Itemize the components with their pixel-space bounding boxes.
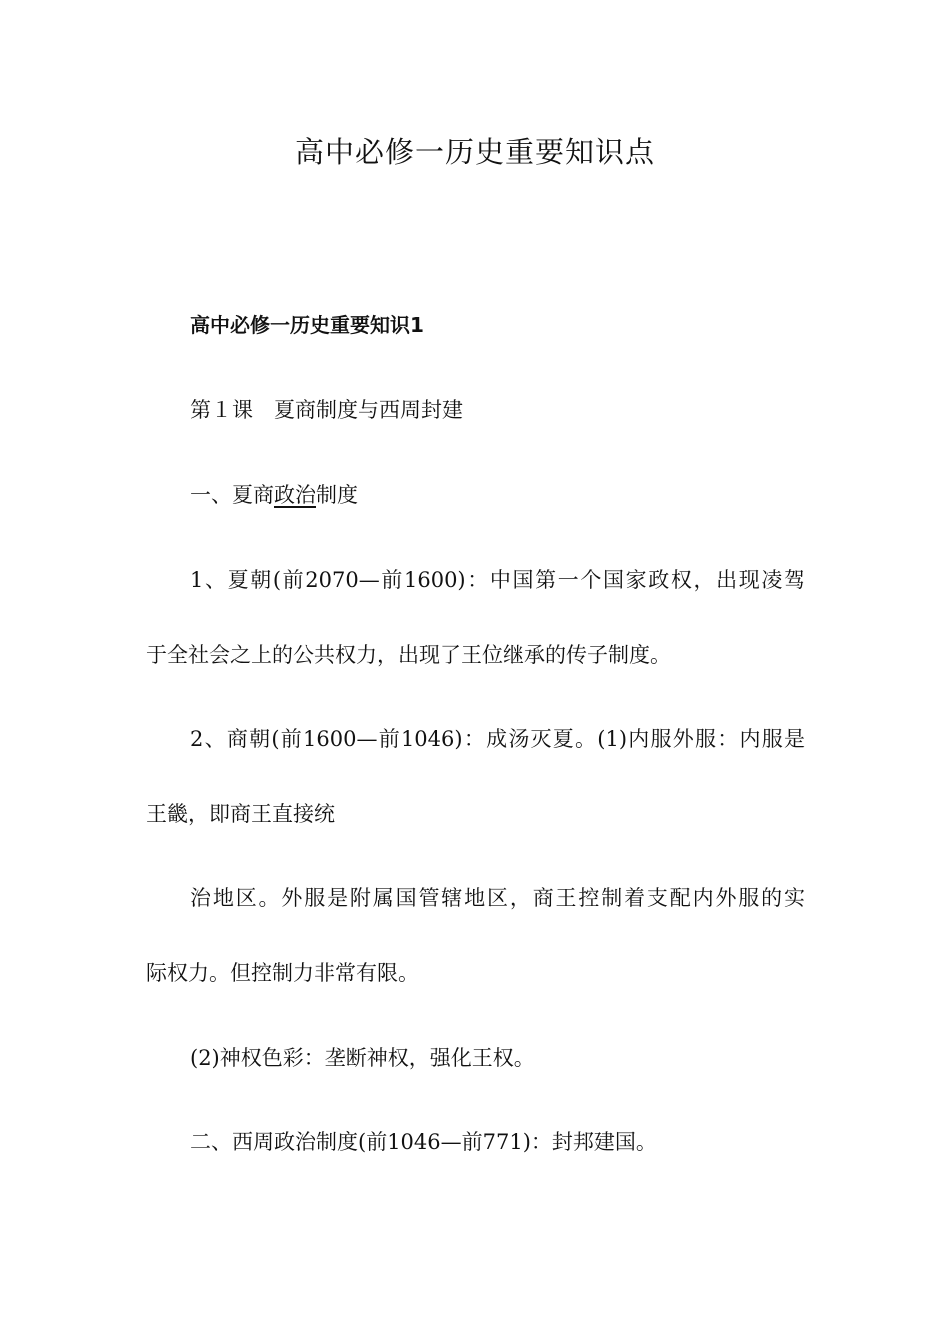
paragraph-2-line-1: 2、商朝(前1600—前1046)：成汤灭夏。(1)内服外服：内服是 bbox=[190, 727, 805, 751]
part1-heading-underlined: 政治 bbox=[274, 483, 316, 507]
paragraph-4-line-1: (2)神权色彩：垄断神权，强化王权。 bbox=[190, 1046, 535, 1070]
part1-heading bbox=[190, 480, 358, 510]
paragraph-2-line-2: 王畿，即商王直接统 bbox=[146, 802, 335, 826]
document-title: 高中必修一历史重要知识点 bbox=[294, 135, 655, 169]
paragraph-3-line-1: 治地区。外服是附属国管辖地区，商王控制着支配内外服的实 bbox=[190, 886, 805, 910]
part1-heading-prefix: 一、夏商 bbox=[190, 483, 274, 507]
part1-heading-suffix: 制度 bbox=[316, 483, 358, 507]
lesson-title: 第１课 夏商制度与西周封建 bbox=[190, 398, 463, 422]
paragraph-3-line-2: 际权力。但控制力非常有限。 bbox=[146, 961, 419, 985]
paragraph-1-line-1: 1、夏朝(前2070—前1600)：中国第一个国家政权，出现凌驾 bbox=[190, 568, 805, 592]
part2-heading: 二、西周政治制度(前1046—前771)：封邦建国。 bbox=[190, 1130, 657, 1154]
section-heading: 高中必修一历史重要知识1 bbox=[190, 313, 424, 337]
paragraph-1-line-2: 于全社会之上的公共权力，出现了王位继承的传子制度。 bbox=[146, 643, 671, 667]
